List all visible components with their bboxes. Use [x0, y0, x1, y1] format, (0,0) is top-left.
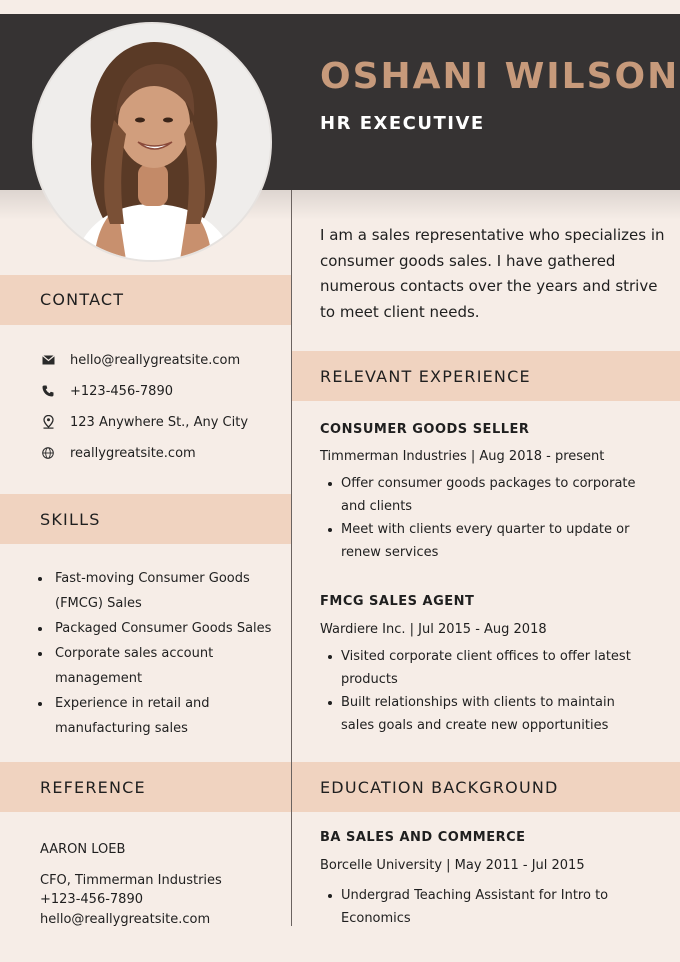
skills-list [35, 566, 275, 741]
candidate-role: HR EXECUTIVE [320, 113, 485, 134]
contact-heading: CONTACT [40, 290, 125, 309]
education-bullets [320, 884, 620, 930]
candidate-name: OSHANI WILSON [320, 56, 680, 97]
list-item: Offer consumer goods packages to corporate and clients [320, 472, 640, 518]
contact-email[interactable]: hello@reallygreatsite.com [70, 352, 241, 368]
column-divider [291, 190, 292, 926]
degree-meta: Borcelle University | May 2011 - Jul 2015 [320, 858, 585, 873]
job-bullets [320, 645, 640, 737]
contact-email-row[interactable] [40, 352, 240, 368]
list-item: Experience in retail and manufacturing sales [35, 691, 275, 741]
degree-title: BA SALES AND COMMERCE [320, 830, 526, 845]
reference-title: CFO, Timmerman Industries [40, 873, 222, 888]
phone-icon [40, 383, 56, 399]
education-heading: EDUCATION BACKGROUND [320, 778, 559, 797]
list-item: Packaged Consumer Goods Sales [35, 616, 275, 641]
list-item: Meet with clients every quarter to update or renew services [320, 518, 640, 564]
contact-phone-row[interactable] [40, 383, 173, 399]
contact-website[interactable]: reallygreatsite.com [70, 445, 196, 461]
job-title: CONSUMER GOODS SELLER [320, 422, 530, 437]
experience-heading: RELEVANT EXPERIENCE [320, 367, 531, 386]
job-meta: Wardiere Inc. | Jul 2015 - Aug 2018 [320, 622, 547, 637]
job-bullets [320, 472, 640, 564]
list-item: Built relationships with clients to maintain sales goals and create new opportunities [320, 691, 640, 737]
list-item: Corporate sales account management [35, 641, 275, 691]
location-pin-icon [40, 414, 56, 430]
globe-icon [40, 445, 56, 461]
list-item: Undergrad Teaching Assistant for Intro to Economics [320, 884, 620, 930]
contact-phone[interactable]: +123-456-7890 [70, 383, 173, 399]
reference-heading: REFERENCE [40, 778, 146, 797]
job-title: FMCG SALES AGENT [320, 594, 475, 609]
list-item: Fast-moving Consumer Goods (FMCG) Sales [35, 566, 275, 616]
job-meta: Timmerman Industries | Aug 2018 - present [320, 449, 605, 464]
skills-heading: SKILLS [40, 510, 101, 529]
contact-address-row [40, 414, 248, 430]
list-item: Visited corporate client offices to offer latest products [320, 645, 640, 691]
contact-address: 123 Anywhere St., Any City [70, 414, 249, 430]
profile-photo [32, 22, 272, 262]
reference-name: AARON LOEB [40, 842, 126, 857]
envelope-icon [40, 352, 56, 368]
portrait-illustration [34, 24, 270, 260]
about-summary: I am a sales representative who specializes in consumer goods sales. I have gathered numerous contacts over the years and strive to meet client needs. [320, 226, 665, 321]
reference-phone[interactable]: +123-456-7890 [40, 892, 143, 907]
contact-website-row[interactable] [40, 445, 196, 461]
reference-email[interactable]: hello@reallygreatsite.com [40, 912, 211, 927]
